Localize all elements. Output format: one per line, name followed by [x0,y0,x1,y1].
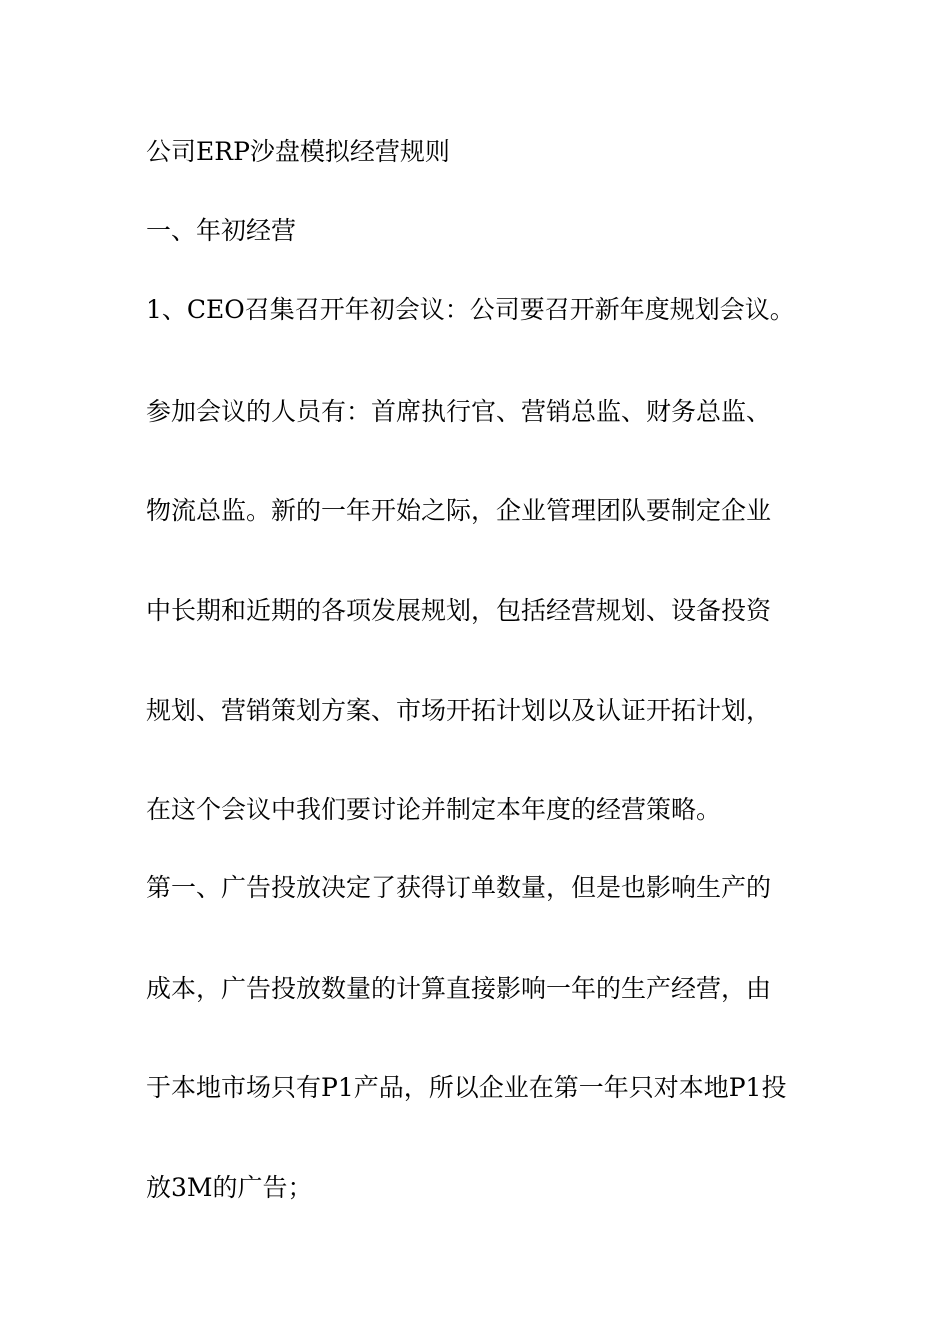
paragraph-line: 于本地市场只有P1产品，所以企业在第一年只对本地P1投 [146,1073,787,1102]
paragraph-line: 物流总监。新的一年开始之际，企业管理团队要制定企业 [146,496,772,525]
document-title: 公司ERP沙盘模拟经营规则 [146,137,450,166]
section-heading: 一、年初经营 [146,216,297,245]
paragraph-line: 1、CEO召集召开年初会议：公司要召开新年度规划会议。 [146,295,795,324]
paragraph-line: 放3M的广告； [146,1173,313,1202]
paragraph-line: 成本，广告投放数量的计算直接影响一年的生产经营，由 [146,974,772,1003]
paragraph-line: 在这个会议中我们要讨论并制定本年度的经营策略。 [146,795,722,824]
paragraph-line: 第一、广告投放决定了获得订单数量，但是也影响生产的 [146,873,772,902]
paragraph-line: 参加会议的人员有：首席执行官、营销总监、财务总监、 [146,397,772,426]
paragraph-line: 规划、营销策划方案、市场开拓计划以及认证开拓计划， [146,696,772,725]
paragraph-line: 中长期和近期的各项发展规划，包括经营规划、设备投资 [146,596,772,625]
